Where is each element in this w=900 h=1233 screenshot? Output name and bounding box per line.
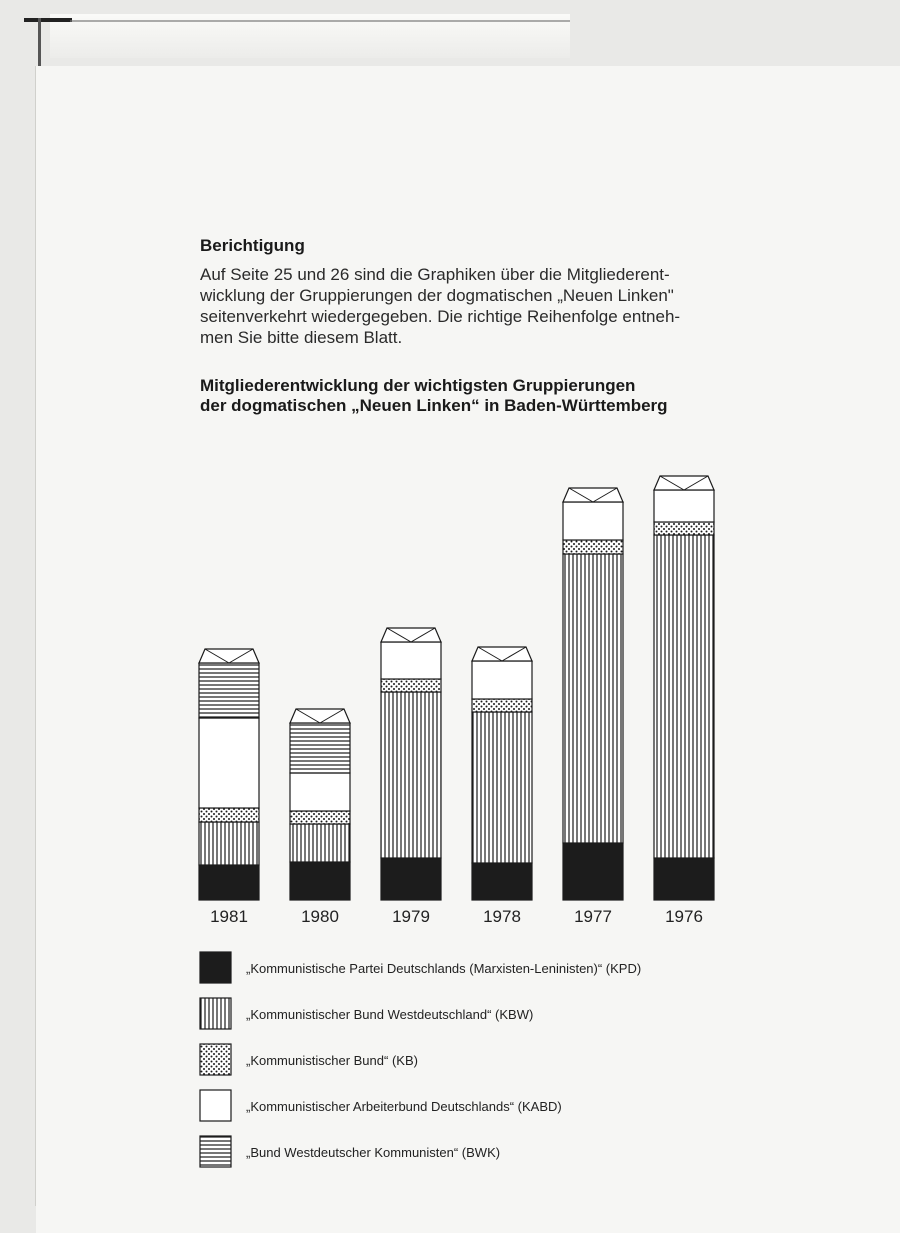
bar-1976 xyxy=(654,476,714,900)
segment-1977-2 xyxy=(563,540,623,554)
segment-1976-3 xyxy=(654,490,714,522)
correction-body: Auf Seite 25 und 26 sind die Graphiken über die Mitgliederent- wicklung der Gruppierungen der dogmatischen „Neuen Linken" seitenverkehrt wiedergegeben. Die richtige Reihenfolge entneh- men Sie bitte diesem Blatt. xyxy=(200,265,681,347)
segment-1979-2 xyxy=(381,679,441,692)
legend-swatch-2 xyxy=(200,1044,231,1075)
segment-1976-1 xyxy=(654,535,714,858)
segment-1978-2 xyxy=(472,699,532,712)
bar-1977 xyxy=(563,488,623,900)
bar-1978 xyxy=(472,647,532,900)
segment-1976-0 xyxy=(654,858,714,900)
year-label-1978: 1978 xyxy=(483,907,521,926)
segment-1979-0 xyxy=(381,858,441,900)
legend-swatch-1 xyxy=(200,998,231,1029)
segment-1976-2 xyxy=(654,522,714,535)
legend-swatch-3 xyxy=(200,1090,231,1121)
segment-1981-4 xyxy=(199,663,259,718)
segment-1981-2 xyxy=(199,808,259,822)
legend-label-1: „Kommunistischer Bund Westdeutschland“ (KBW) xyxy=(246,1007,534,1022)
segment-1977-0 xyxy=(563,843,623,900)
year-label-1980: 1980 xyxy=(301,907,339,926)
legend-label-0: „Kommunistische Partei Deutschlands (Marxisten-Leninisten)“ (KPD) xyxy=(246,961,642,976)
year-label-1977: 1977 xyxy=(574,907,612,926)
segment-1980-1 xyxy=(290,824,350,862)
legend-label-2: „Kommunistischer Bund“ (KB) xyxy=(246,1053,418,1068)
legend-label-4: „Bund Westdeutscher Kommunisten“ (BWK) xyxy=(246,1145,501,1160)
legend-swatch-0 xyxy=(200,952,231,983)
legend-swatch-4 xyxy=(200,1136,231,1167)
legend-label-3: „Kommunistischer Arbeiterbund Deutschlands“ (KABD) xyxy=(246,1099,562,1114)
year-label-1981: 1981 xyxy=(210,907,248,926)
bar-1980 xyxy=(290,709,350,900)
segment-1981-3 xyxy=(199,718,259,808)
segment-1980-0 xyxy=(290,862,350,900)
segment-1981-0 xyxy=(199,865,259,900)
segment-1980-2 xyxy=(290,811,350,824)
year-label-1976: 1976 xyxy=(665,907,703,926)
bar-1979 xyxy=(381,628,441,900)
chart-title: Mitgliederentwicklung der wichtigsten Gruppierungen der dogmatischen „Neuen Linken“ in Baden-Württemberg xyxy=(200,376,668,415)
segment-1980-4 xyxy=(290,723,350,773)
segment-1977-3 xyxy=(563,502,623,540)
year-label-1979: 1979 xyxy=(392,907,430,926)
correction-heading: Berichtigung xyxy=(200,236,305,255)
segment-1977-1 xyxy=(563,554,623,843)
segment-1980-3 xyxy=(290,773,350,811)
segment-1978-0 xyxy=(472,863,532,900)
segment-1978-1 xyxy=(472,712,532,863)
segment-1978-3 xyxy=(472,661,532,699)
bar-1981 xyxy=(199,649,259,900)
segment-1981-1 xyxy=(199,822,259,865)
segment-1979-3 xyxy=(381,642,441,679)
segment-1979-1 xyxy=(381,692,441,858)
